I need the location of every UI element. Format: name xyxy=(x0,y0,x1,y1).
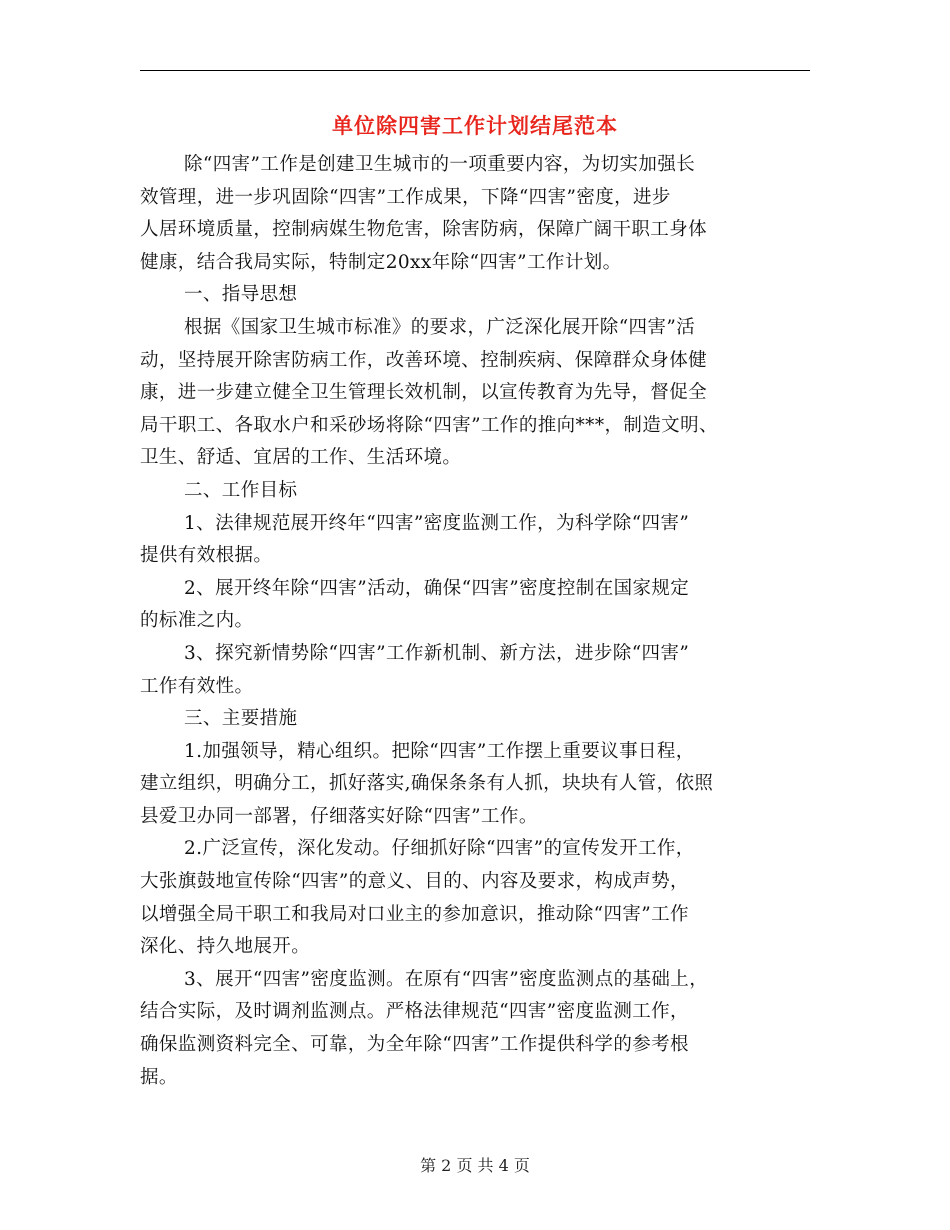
page-number-footer: 第 2 页 共 4 页 xyxy=(420,1156,530,1175)
body-text-line: 1.加强领导，精心组织。把除“四害”工作摆上重要议事日程， xyxy=(184,740,695,762)
body-text-line: 提供有效根据。 xyxy=(140,545,273,567)
body-text-line: 根据《国家卫生城市标准》的要求，广泛深化展开除“四害”活 xyxy=(184,316,696,338)
body-text-line: 的标准之内。 xyxy=(140,610,254,632)
document-title: 单位除四害工作计划结尾范本 xyxy=(332,113,618,138)
body-text-line: 健康，结合我局实际，特制定20xx年除“四害”工作计划。 xyxy=(140,251,622,273)
body-text-line: 2.广泛宣传，深化发动。仔细抓好除“四害”的宣传发开工作， xyxy=(184,838,695,860)
body-text-line: 三、主要措施 xyxy=(184,708,298,730)
body-text-line: 1、法律规范展开终年“四害”密度监测工作，为科学除“四害” xyxy=(184,512,690,534)
body-text-line: 一、指导思想 xyxy=(184,284,298,306)
body-text-line: 效管理，进一步巩固除“四害”工作成果，下降“四害”密度，进步 xyxy=(140,186,671,208)
body-text-line: 二、工作目标 xyxy=(184,479,298,501)
body-text-line: 人居环境质量，控制病媒生物危害，除害防病，保障广阔干职工身体 xyxy=(140,219,708,241)
body-text-line: 县爱卫办同一部署，仔细落实好除“四害”工作。 xyxy=(140,805,538,827)
body-text-line: 康，进一步建立健全卫生管理长效机制，以宣传教育为先导，督促全 xyxy=(140,382,708,404)
body-text-line: 工作有效性。 xyxy=(140,675,254,697)
body-text-line: 建立组织，明确分工，抓好落实,确保条条有人抓，块块有人管，依照 xyxy=(140,773,714,795)
body-text-line: 动，坚持展开除害防病工作，改善环境、控制疾病、保障群众身体健 xyxy=(140,349,708,371)
body-text-line: 结合实际，及时调剂监测点。严格法律规范“四害”密度监测工作， xyxy=(140,1001,689,1023)
body-text-line: 局干职工、各取水户和采砂场将除“四害”工作的推向***，制造文明、 xyxy=(140,414,718,436)
body-text-line: 卫生、舒适、宜居的工作、生活环境。 xyxy=(140,447,462,469)
document-body xyxy=(140,149,820,1094)
body-text-line: 大张旗鼓地宣传除“四害”的意义、目的、内容及要求，构成声势， xyxy=(140,871,689,893)
header-rule xyxy=(140,70,810,71)
body-text-line: 以增强全局干职工和我局对口业主的参加意识，推动除“四害”工作 xyxy=(140,903,689,925)
body-text-line: 确保监测资料完全、可靠，为全年除“四害”工作提供科学的参考根 xyxy=(140,1034,689,1056)
body-text-line: 深化、持久地展开。 xyxy=(140,936,311,958)
body-text-line: 据。 xyxy=(140,1066,178,1088)
body-text-line: 3、探究新情势除“四害”工作新机制、新方法，进步除“四害” xyxy=(184,642,690,664)
body-text-line: 2、展开终年除“四害”活动，确保“四害”密度控制在国家规定 xyxy=(184,577,690,599)
body-text-line: 除“四害”工作是创建卫生城市的一项重要内容，为切实加强长 xyxy=(184,154,696,175)
body-text-line: 3、展开“四害”密度监测。在原有“四害”密度监测点的基础上， xyxy=(184,968,709,990)
